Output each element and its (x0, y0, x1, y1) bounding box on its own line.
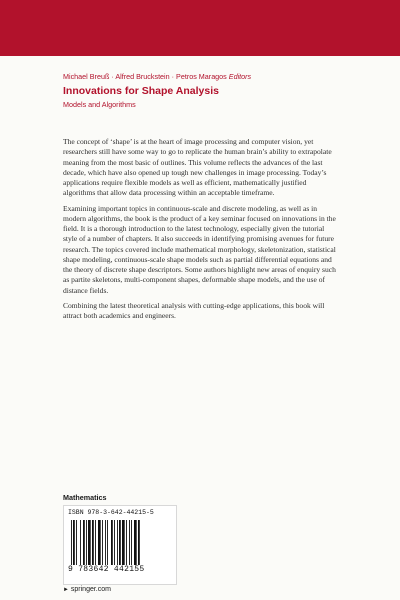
publisher-name: springer.com (70, 586, 111, 593)
barcode-bar (86, 520, 87, 565)
barcode-bar (98, 520, 101, 565)
book-subtitle: Models and Algorithms (63, 100, 136, 109)
barcode-bar (88, 520, 91, 565)
barcode-bar (134, 520, 137, 565)
barcode-bar (105, 520, 106, 565)
barcode-bar (102, 520, 103, 565)
publisher-link[interactable] (63, 586, 111, 593)
barcode-bar (138, 520, 140, 565)
barcode-bar (73, 520, 75, 565)
barcode-bar (117, 520, 118, 565)
barcode-number: 9 783642 442155 (68, 565, 145, 574)
barcode-bar (83, 520, 85, 565)
isbn-text: ISBN 978-3-642-44215-5 (68, 509, 154, 516)
editors-role: Editors (228, 72, 252, 81)
cover-header (63, 72, 363, 109)
top-color-band (0, 0, 400, 56)
blurb-paragraph-1: The concept of ‘shape’ is at the heart of image processing and computer vision, yet researchers still have some way to go to replicate the human brain’s ability to extrapolate meaning from the most basic of outlines. This volume reflects the advances of the last decade, which have also opened up tough new challenges in image processing. Today’s applications require flexible models as well as efficient, mathematically justified algorithms that allow data processing within an acceptable timeframe. (63, 137, 332, 198)
barcode-bar (129, 520, 130, 565)
barcode-bar (76, 520, 77, 565)
barcode-bar (131, 520, 132, 565)
barcode-block (63, 505, 177, 585)
book-title: Innovations for Shape Analysis (63, 85, 219, 97)
barcode-bar (122, 520, 125, 565)
barcode-bar (95, 520, 96, 565)
barcode-bar (80, 520, 81, 565)
barcode-bar (114, 520, 115, 565)
barcode-bar (107, 520, 108, 565)
barcode-bar (111, 520, 113, 565)
barcode-bar (71, 520, 72, 565)
barcode-bars (70, 520, 170, 565)
subject-category: Mathematics (63, 493, 107, 502)
editors-names: Michael Breuß · Alfred Bruckstein · Petros Maragos (63, 72, 227, 81)
barcode-bar (119, 520, 121, 565)
barcode-bar (126, 520, 127, 565)
arrow-icon: ► (63, 587, 69, 593)
blurb-text (63, 137, 340, 326)
blurb-paragraph-3: Combining the latest theoretical analysis with cutting-edge applications, this book will attract both academics and engineers. (63, 300, 325, 320)
barcode-bar (92, 520, 94, 565)
editors-line (63, 72, 363, 81)
blurb-paragraph-2: Examining important topics in continuous-scale and discrete modeling, as well as in modern algorithms, the book is the product of a key seminar focused on innovations in the field. It is a thorough introduction to the latest technology, especially given the tutorial style of a number of chapters. It also succeeds in identifying promising avenues for future research. The topics covered include mathematical morphology, skeletonization, statistical shape modeling, continuous-scale shape models such as partial differential equations and the theory of discrete shape descriptors. Some authors highlight new areas of enquiry such as partite skeletons, multi-component shapes, deformable shape models, and the use of distance fields. (63, 203, 336, 295)
